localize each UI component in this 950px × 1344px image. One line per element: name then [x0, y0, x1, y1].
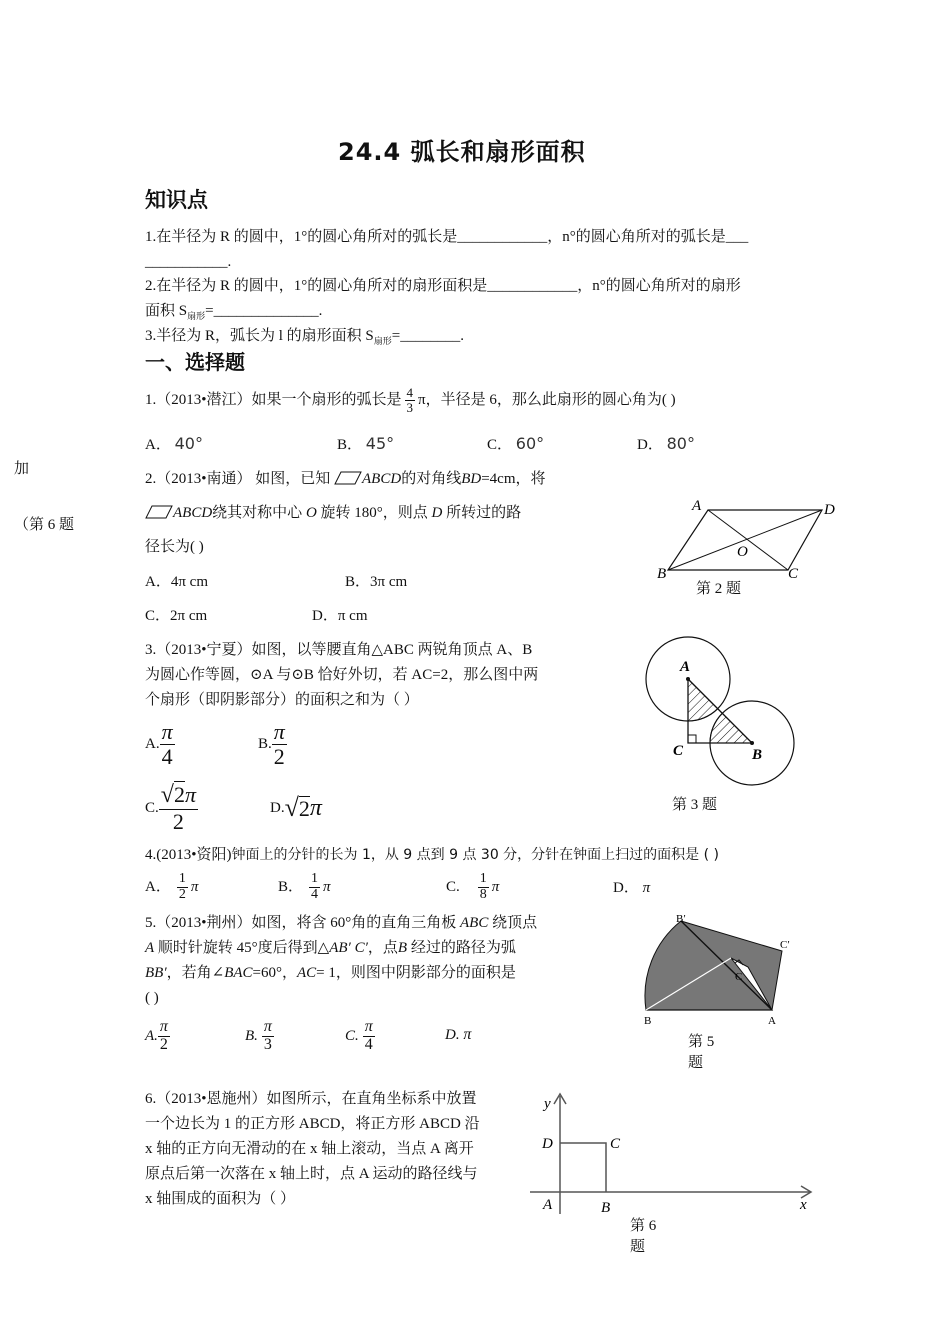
vertex-label: A	[768, 1015, 776, 1027]
parallelogram-icon	[334, 471, 362, 485]
figure-5-rotated-triangle	[636, 908, 806, 1030]
option-a[interactable]: A． 40°	[145, 434, 203, 453]
vertex-label: A	[692, 498, 702, 514]
vertex-label: D	[542, 1136, 553, 1152]
option-b[interactable]: B. $\frac{\pi}{2}$	[258, 719, 285, 769]
knowledge-item-3: 3.半径为 R，弧长为 l 的扇形面积 $S_{扇形}=\_\_\_\_\_\_\_\_$.	[145, 328, 465, 346]
question-5-line-2: A 顺时针旋转 45°度后得到△AB′ C′，点B 经过的路径为弧	[145, 940, 516, 956]
figure-6-caption: 第 6	[630, 1218, 657, 1234]
option-a[interactable]: A. $\frac{\pi}{4}$	[145, 719, 173, 769]
question-5-line-4: ( )	[145, 990, 159, 1006]
vertex-label: D	[824, 502, 835, 518]
option-d[interactable]: D. π	[445, 1026, 472, 1043]
figure-2-caption: 第 2 题	[696, 581, 742, 597]
option-b[interactable]: B. $\frac{\pi}{3}$	[245, 1017, 272, 1053]
option-d[interactable]: D. √ 2 π	[270, 793, 322, 822]
margin-text: 加	[14, 461, 30, 477]
knowledge-item-2: 2.在半径为 R 的圆中，1°的圆心角所对的扇形面积是____________，n°的圆心角所对的扇形	[145, 278, 741, 294]
figure-5-caption: 第 5	[688, 1034, 715, 1050]
question-4: 4.(2013•资阳)钟面上的分针的长为 1，从 9 点到 9 点 30 分，分针在钟面上扫过的面积是 ( )	[145, 847, 720, 863]
question-3-line-3: 个扇形（即阴影部分）的面积之和为（ ）	[145, 692, 419, 708]
question-2-line-1: 2.（2013•南通） 如图，已知 ABCD的对角线BD=4cm，将	[145, 471, 546, 487]
question-2-line-2: ABCD绕其对称中心 O 旋转 180°，则点 D 所转过的路	[145, 501, 521, 525]
margin-text: （第 6 题	[14, 517, 75, 533]
option-c[interactable]: C. $\frac{√2\pi}{2}$	[145, 782, 196, 834]
option-d[interactable]: D． 80°	[637, 434, 695, 453]
knowledge-item-1-cont: ___________.	[145, 254, 232, 270]
figure-2-parallelogram	[650, 494, 850, 604]
vertex-label: B	[752, 747, 763, 763]
option-b[interactable]: B． $\frac{1}{4}$ π	[278, 870, 331, 902]
vertex-label: C	[610, 1136, 621, 1152]
option-a[interactable]: A． $\frac{1}{2}$ π	[145, 870, 199, 902]
option-d[interactable]: D．π cm	[312, 608, 368, 624]
option-c[interactable]: C． 60°	[487, 434, 545, 453]
question-6-line-5: x 轴围成的面积为（ ）	[145, 1191, 296, 1207]
vertex-label: C	[788, 566, 799, 582]
figure-5-caption: 题	[688, 1055, 704, 1071]
question-3-line-1: 3.（2013•宁夏）如图，以等腰直角△ABC 两锐角顶点 A、B	[145, 642, 533, 658]
vertex-label: A	[543, 1197, 553, 1213]
knowledge-item-2-cont: 面积 $S_{扇形}=\_\_\_\_\_\_\_\_\_\_\_\_\_\_$.	[145, 303, 323, 321]
vertex-label: C′	[780, 939, 790, 951]
knowledge-heading: 知识点	[145, 188, 208, 212]
vertex-label: C	[673, 743, 684, 759]
question-3-line-2: 为圆心作等圆，⊙A 与⊙B 恰好外切，若 AC=2，那么图中两	[145, 667, 539, 683]
question-6-line-2: 一个边长为 1 的正方形 ABCD，将正方形 ABCD 沿	[145, 1116, 480, 1132]
parallelogram-icon	[145, 505, 173, 519]
section-heading: 一、选择题	[145, 350, 245, 374]
axis-label: x	[800, 1197, 807, 1213]
question-5-line-3: BB′，若角∠BAC=60°，AC= 1，则图中阴影部分的面积是	[145, 965, 516, 981]
figure-6-coordinate-square	[530, 1088, 820, 1220]
figure-3-caption: 第 3 题	[672, 797, 718, 813]
vertex-label: C	[735, 971, 743, 983]
vertex-label: B	[644, 1015, 652, 1027]
option-c[interactable]: C．2π cm	[145, 608, 208, 624]
question-6-line-3: x 轴的正方向无滑动的在 x 轴上滚动，当点 A 离开	[145, 1141, 474, 1157]
figure-6-caption: 题	[630, 1239, 646, 1255]
question-2-line-3: 径长为( )	[145, 539, 204, 555]
option-b[interactable]: B． 45°	[337, 434, 395, 453]
center-label: O	[737, 544, 748, 560]
figure-3-circles	[640, 633, 810, 798]
option-a[interactable]: A．4π cm	[145, 574, 208, 590]
option-a[interactable]: A. $\frac{\pi}{2}$	[145, 1017, 168, 1053]
option-b[interactable]: B．3π cm	[345, 574, 408, 590]
question-1: 1.（2013•潜江）如果一个扇形的弧长是 $\frac{4}{3}$ π，半径是 6，那么此扇形的圆心角为( )	[145, 384, 676, 415]
question-6-line-4: 原点后第一次落在 x 轴上时，点 A 运动的路径线与	[145, 1166, 478, 1182]
question-5-line-1: 5.（2013•荆州）如图，将含 60°角的直角三角板 ABC 绕顶点	[145, 915, 538, 931]
knowledge-item-1: 1.在半径为 R 的圆中，1°的圆心角所对的弧长是____________，n°的圆心角所对的弧长是___	[145, 229, 749, 245]
vertex-label: B	[601, 1200, 611, 1216]
axis-label: y	[544, 1096, 551, 1112]
option-c[interactable]: C. $\frac{\pi}{4}$	[345, 1017, 373, 1053]
vertex-label: B′	[676, 913, 686, 925]
option-c[interactable]: C. $\frac{1}{8}$ π	[446, 870, 500, 902]
question-6-line-1: 6.（2013•恩施州）如图所示，在直角坐标系中放置	[145, 1091, 477, 1107]
vertex-label: B	[657, 566, 667, 582]
option-d[interactable]: D． π	[613, 880, 651, 896]
vertex-label: A	[680, 659, 691, 675]
page-title: 24.4 弧长和扇形面积	[338, 138, 586, 166]
